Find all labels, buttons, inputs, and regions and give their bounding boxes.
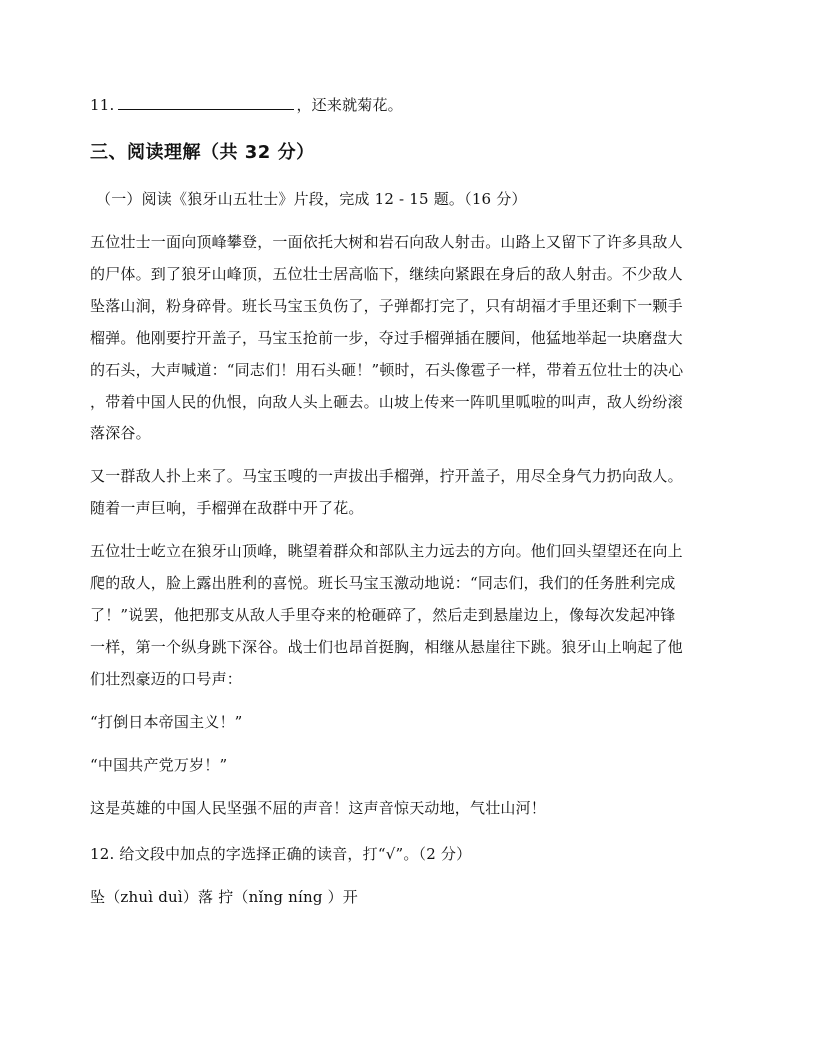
passage-line: 榴弹。他刚要拧开盖子，马宝玉抢前一步，夺过手榴弹插在腰间，他猛地举起一块磨盘大 — [90, 329, 683, 347]
passage-line: 爬的敌人，脸上露出胜利的喜悦。班长马宝玉激动地说：“同志们，我们的任务胜利完成 — [90, 574, 676, 592]
passage-line: ，带着中国人民的仇恨，向敌人头上砸去。山坡上传来一阵叽里呱啦的叫声，敌人纷纷滚 — [90, 393, 683, 411]
passage-line: 了！”说罢，他把那支从敌人手里夺来的枪砸碎了，然后走到悬崖边上，像每次发起冲锋 — [90, 606, 676, 624]
slogan-1: “打倒日本帝国主义！” — [90, 713, 243, 731]
passage-line: 的石头，大声喊道：“同志们！用石头砸！”顿时，石头像雹子一样，带着五位壮士的决心 — [90, 361, 684, 379]
passage-line: 落深谷。 — [90, 424, 151, 442]
question-12-prompt: 12. 给文段中加点的字选择正确的读音，打“√”。（2 分） — [90, 845, 472, 863]
question-number: 11. — [90, 96, 115, 114]
section-heading: 三、阅读理解（共 32 分） — [90, 142, 315, 163]
passage-line: 五位壮士屹立在狼牙山顶峰，眺望着群众和部队主力远去的方向。他们回头望望还在向上 — [90, 542, 683, 560]
passage-line: 五位壮士一面向顶峰攀登，一面依托大树和岩石向敌人射击。山路上又留下了许多具敌人 — [90, 233, 683, 251]
passage-line: 们壮烈豪迈的口号声： — [90, 670, 243, 688]
question-text: ，还来就菊花。 — [296, 96, 403, 114]
passage-closing: 这是英雄的中国人民坚强不屈的声音！这声音惊天动地，气壮山河！ — [90, 799, 547, 817]
passage-line: 随着一声巨响，手榴弹在敌群中开了花。 — [90, 499, 364, 517]
passage-line: 坠落山涧，粉身碎骨。班长马宝玉负伤了，子弹都打完了，只有胡福才手里还剩下一颗手 — [90, 297, 683, 315]
slogan-2: “中国共产党万岁！” — [90, 756, 228, 774]
fill-in-blank — [118, 95, 294, 110]
passage-line: 一样，第一个纵身跳下深谷。战士们也昂首挺胸，相继从悬崖往下跳。狼牙山上响起了他 — [90, 638, 683, 656]
question-12-options: 坠（zhuì duì）落 拧（nǐng níng ）开 — [90, 888, 358, 906]
subsection-heading: （一）阅读《狼牙山五壮士》片段，完成 12 - 15 题。（16 分） — [96, 190, 527, 208]
passage-line: 又一群敌人扑上来了。马宝玉嗖的一声拔出手榴弹，拧开盖子，用尽全身气力扔向敌人。 — [90, 467, 683, 485]
passage-line: 的尸体。到了狼牙山峰顶，五位壮士居高临下，继续向紧跟在身后的敌人射击。不少敌人 — [90, 265, 683, 283]
question-11 — [90, 95, 403, 115]
